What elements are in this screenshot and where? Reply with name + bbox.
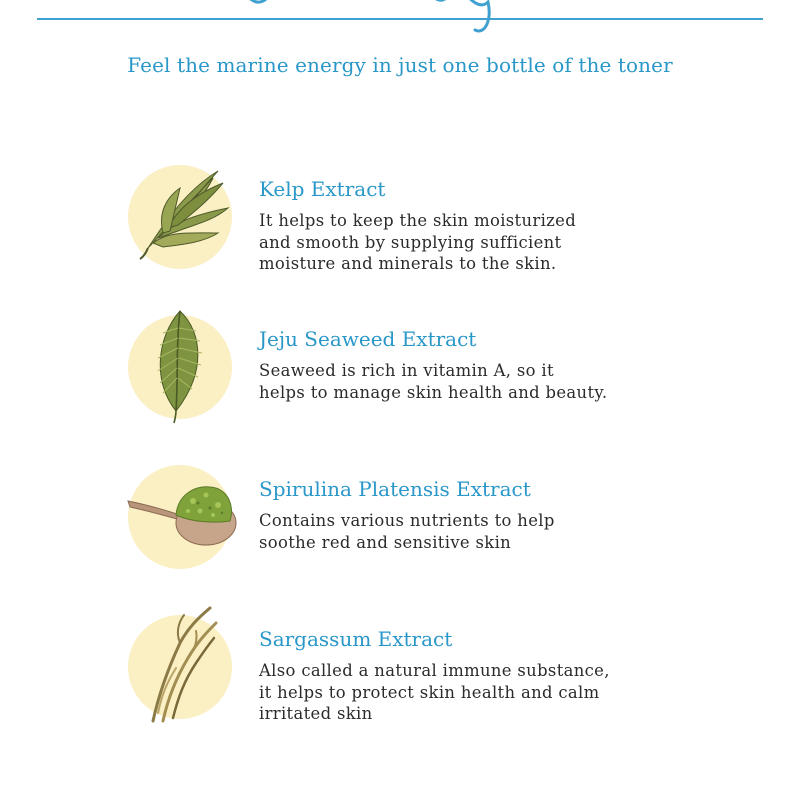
ingredient-description [259, 210, 619, 275]
description-line: irritated skin [259, 704, 373, 723]
description-line: soothe red and sensitive skin [259, 532, 512, 552]
ingredient-name: Jeju Seaweed Extract [259, 327, 477, 351]
ingredient-item-spirulina [0, 465, 800, 585]
description-line: Seaweed is rich in vitamin A, so it [259, 361, 554, 380]
ingredient-description [259, 660, 619, 725]
seaweed-leaf-icon [118, 303, 242, 427]
spirulina-spoon-icon [118, 453, 242, 577]
description-line: it helps to protect skin health and calm [259, 682, 600, 702]
ingredient-name: Spirulina Platensis Extract [259, 477, 531, 501]
kelp-icon [118, 153, 242, 277]
ingredient-item-jeju-seaweed [0, 315, 800, 435]
description-line: Also called a natural immune substance, [259, 661, 610, 680]
header-divider [37, 18, 763, 20]
ingredient-item-sargassum [0, 615, 800, 735]
page-subtitle: Feel the marine energy in just one bottle of the toner [127, 53, 673, 77]
sargassum-icon [118, 603, 242, 727]
ingredient-item-kelp [0, 165, 800, 285]
ingredient-name: Kelp Extract [259, 177, 386, 201]
description-line: Contains various nutrients to help [259, 511, 555, 530]
script-title-decoration [170, 0, 630, 40]
ingredient-description [259, 510, 619, 553]
description-line: moisture and minerals to the skin. [259, 254, 557, 273]
ingredient-name: Sargassum Extract [259, 627, 453, 651]
description-line: It helps to keep the skin moisturized [259, 211, 577, 230]
description-line: helps to manage skin health and beauty. [259, 382, 608, 402]
ingredient-description [259, 360, 619, 403]
description-line: and smooth by supplying sufficient [259, 232, 562, 252]
